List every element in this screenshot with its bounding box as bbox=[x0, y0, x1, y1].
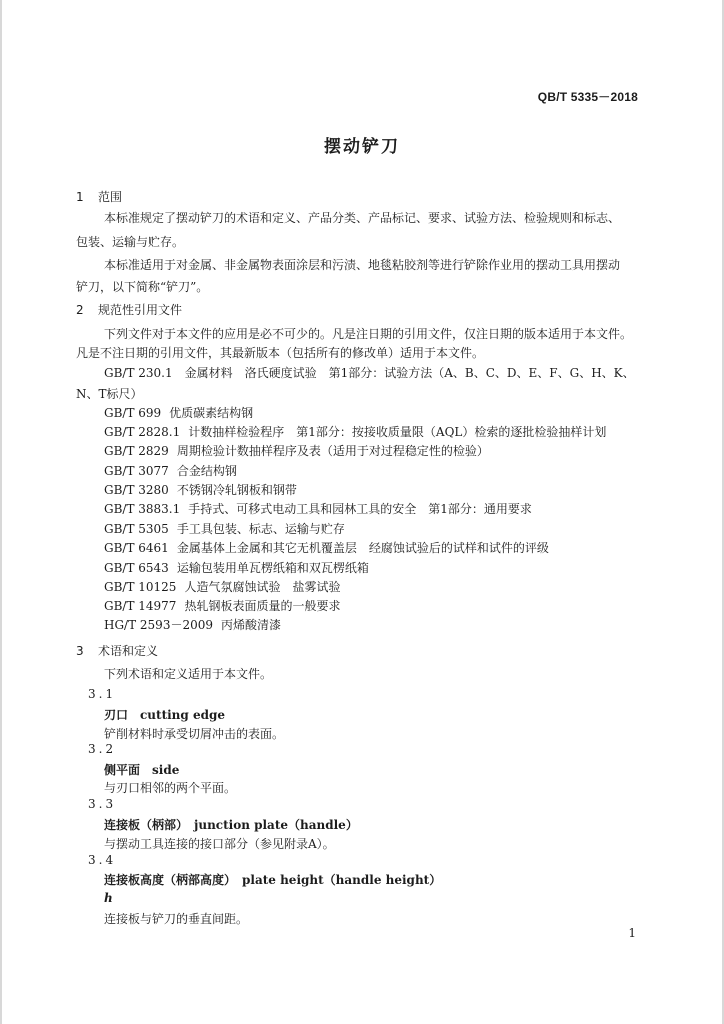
ref-item: GB/T 3883.1 手持式、可移式电动工具和园林工具的安全 第1部分：通用要求 bbox=[104, 502, 532, 516]
ref-item: GB/T 699 优质碳素结构钢 bbox=[104, 406, 254, 420]
section-title: 规范性引用文件 bbox=[98, 303, 183, 317]
term-heading: 侧平面 side bbox=[104, 763, 180, 777]
section-heading-normative-references bbox=[76, 301, 182, 318]
ref-item: GB/T 3280 不锈钢冷轧钢板和钢带 bbox=[104, 483, 297, 497]
terms-intro: 下列术语和定义适用于本文件。 bbox=[104, 667, 273, 681]
term-definition: 铲削材料时承受切屑冲击的表面。 bbox=[104, 727, 285, 741]
ref-item: GB/T 6461 金属基体上金属和其它无机覆盖层 经腐蚀试验后的试样和试件的评级 bbox=[104, 541, 549, 555]
section-number: 1 bbox=[76, 190, 84, 204]
section-number: 3 bbox=[76, 644, 84, 658]
ref-item: GB/T 10125 人造气氛腐蚀试验 盐雾试验 bbox=[104, 580, 341, 594]
ref-item: GB/T 3077 合金结构钢 bbox=[104, 464, 237, 478]
scope-para1-line2: 包装、运输与贮存。 bbox=[76, 235, 185, 249]
section-heading-terms bbox=[76, 642, 158, 659]
standard-code: QB/T 5335－2018 bbox=[537, 90, 638, 104]
refs-intro-line1: 下列文件对于本文件的应用是必不可少的。凡是注日期的引用文件，仅注日期的版本适用于本文件。 bbox=[104, 327, 633, 341]
section-heading-scope bbox=[76, 188, 122, 205]
ref-item: GB/T 14977 热轧钢板表面质量的一般要求 bbox=[104, 599, 341, 613]
term-symbol: h bbox=[104, 891, 113, 905]
term-heading: 刃口 cutting edge bbox=[104, 708, 226, 722]
section-number: 2 bbox=[76, 303, 84, 317]
scope-para2-line1: 本标准适用于对金属、非金属物表面涂层和污渍、地毯粘胶剂等进行铲除作业用的摆动工具用摆动 bbox=[104, 258, 621, 272]
ref-item: GB/T 2829 周期检验计数抽样程序及表（适用于对过程稳定性的检验） bbox=[104, 444, 489, 458]
ref-item: GB/T 5305 手工具包装、标志、运输与贮存 bbox=[104, 522, 345, 536]
term-definition: 与刃口相邻的两个平面。 bbox=[104, 781, 237, 795]
document-title: 摆动铲刀 bbox=[324, 137, 400, 157]
clause-number: 3.2 bbox=[88, 742, 117, 756]
section-title: 范围 bbox=[98, 190, 123, 204]
refs-intro-line2: 凡是不注日期的引用文件，其最新版本（包括所有的修改单）适用于本文件。 bbox=[76, 346, 485, 360]
term-heading: 连接板（柄部） junction plate（handle） bbox=[104, 818, 358, 832]
clause-number: 3.1 bbox=[88, 687, 117, 701]
ref-item-first-line2: N、T标尺） bbox=[76, 387, 143, 401]
scope-para2-line2: 铲刀，以下简称“铲刀”。 bbox=[76, 280, 209, 294]
page-number: 1 bbox=[628, 926, 636, 940]
ref-item-first-line1: GB/T 230.1 金属材料 洛氏硬度试验 第1部分：试验方法（A、B、C、D、E、F、G、H、K、 bbox=[104, 366, 635, 380]
term-definition: 与摆动工具连接的接口部分（参见附录A）。 bbox=[104, 837, 335, 851]
scope-para1-line1: 本标准规定了摆动铲刀的术语和定义、产品分类、产品标记、要求、试验方法、检验规则和标志、 bbox=[104, 211, 621, 225]
term-definition: 连接板与铲刀的垂直间距。 bbox=[104, 912, 249, 926]
section-title: 术语和定义 bbox=[98, 644, 159, 658]
ref-item: HG/T 2593－2009 丙烯酸清漆 bbox=[104, 618, 282, 632]
ref-item: GB/T 2828.1 计数抽样检验程序 第1部分：按接收质量限（AQL）检索的逐批检验抽样计划 bbox=[104, 425, 607, 439]
clause-number: 3.3 bbox=[88, 797, 117, 811]
ref-item: GB/T 6543 运输包装用单瓦楞纸箱和双瓦楞纸箱 bbox=[104, 561, 369, 575]
term-heading: 连接板高度（柄部高度） plate height（handle height） bbox=[104, 873, 442, 887]
clause-number: 3.4 bbox=[88, 853, 117, 867]
